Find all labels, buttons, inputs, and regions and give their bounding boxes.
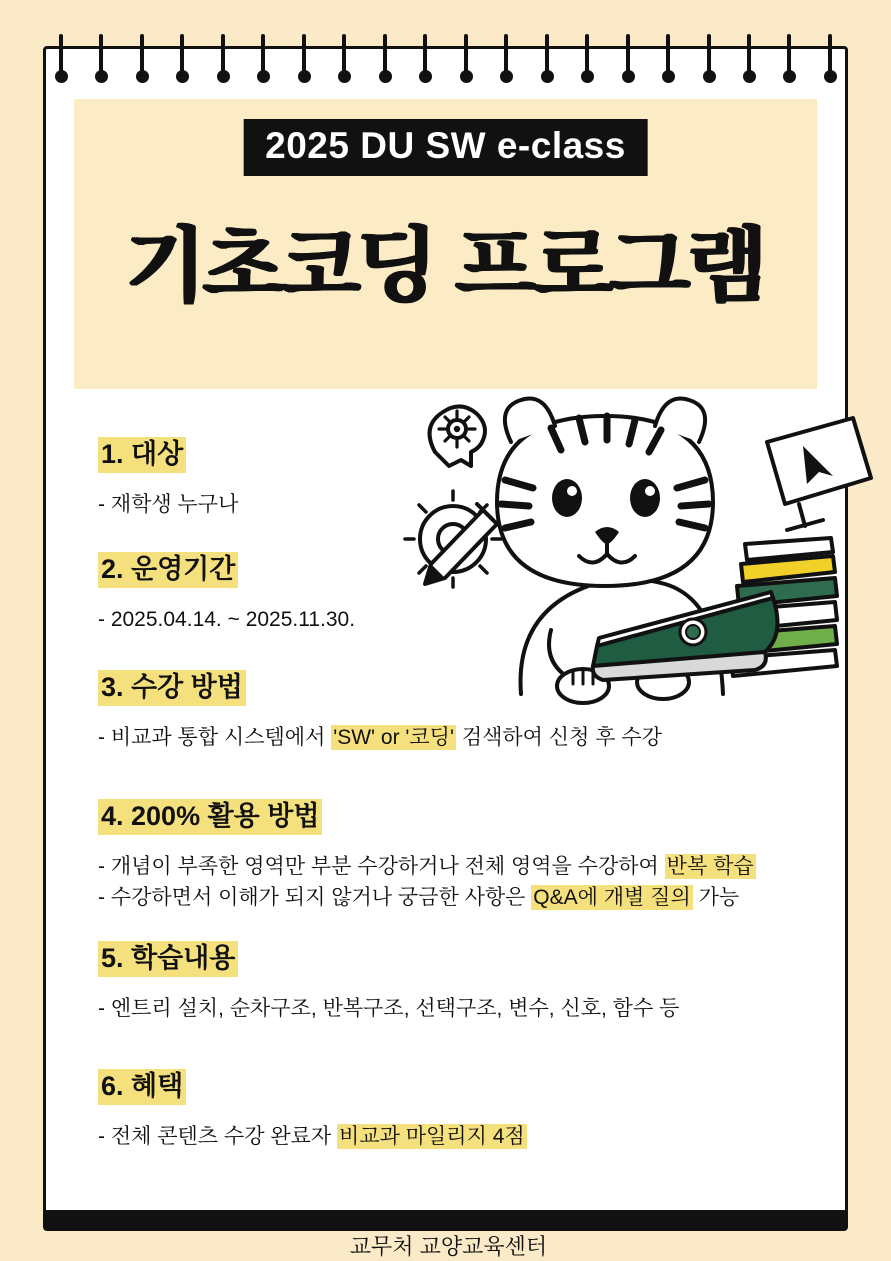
spiral-ring bbox=[665, 34, 671, 84]
section-body bbox=[98, 993, 679, 1025]
section-body-line2-text: - 수강하면서 이해가 되지 않거나 궁금한 사항은 bbox=[98, 886, 532, 910]
spiral-ring bbox=[382, 34, 388, 84]
section-body-text: - 재학생 누구나 bbox=[98, 492, 239, 516]
section-body-text: - 전체 콘텐츠 수강 완료자 bbox=[98, 1124, 338, 1148]
poster-title: 기초코딩 프로그램 bbox=[126, 221, 765, 312]
tiger-illustration bbox=[401, 394, 871, 714]
poster-footer: 교무처 교양교육센터 bbox=[349, 1234, 548, 1259]
section-body-suffix: 검색하여 신청 후 수강 bbox=[455, 725, 662, 749]
spiral-ring bbox=[544, 34, 550, 84]
head-gear-icon bbox=[430, 406, 485, 466]
spiral-binding bbox=[58, 34, 833, 88]
spiral-ring bbox=[827, 34, 833, 84]
spiral-ring bbox=[422, 34, 428, 84]
poster-kicker: 2025 DU SW e-class bbox=[243, 119, 648, 176]
spiral-ring bbox=[139, 34, 145, 84]
spiral-ring bbox=[746, 34, 752, 84]
spiral-ring bbox=[58, 34, 64, 84]
spiral-ring bbox=[584, 34, 590, 84]
section-body-highlight: 'SW' or '코딩' bbox=[333, 725, 454, 749]
spiral-ring bbox=[341, 34, 347, 84]
section-target bbox=[46, 437, 238, 520]
section-body-highlight: 비교과 마일리지 4점 bbox=[339, 1124, 525, 1148]
spiral-ring bbox=[625, 34, 631, 84]
section-usage bbox=[46, 799, 756, 914]
section-heading: 2. 운영기간 bbox=[98, 552, 238, 588]
section-heading: 4. 200% 활용 방법 bbox=[98, 799, 322, 835]
section-body bbox=[98, 489, 238, 521]
section-body-text: - 2025.04.14. ~ 2025.11.30. bbox=[98, 607, 356, 631]
spiral-ring bbox=[706, 34, 712, 84]
monitor-cursor-icon bbox=[767, 418, 871, 530]
section-curriculum bbox=[46, 941, 679, 1024]
section-body-text: - 비교과 통합 시스템에서 bbox=[98, 725, 332, 749]
spiral-ring bbox=[463, 34, 469, 84]
section-heading: 1. 대상 bbox=[98, 437, 186, 473]
spiral-ring bbox=[179, 34, 185, 84]
spiral-ring bbox=[220, 34, 226, 84]
poster-sheet bbox=[43, 46, 848, 1259]
section-benefit bbox=[46, 1069, 527, 1152]
section-body-line2-highlight: Q&A에 개별 질의 bbox=[533, 886, 691, 910]
section-heading: 6. 혜택 bbox=[98, 1069, 186, 1105]
section-body bbox=[98, 604, 355, 636]
section-body bbox=[98, 851, 756, 914]
spiral-ring bbox=[503, 34, 509, 84]
spiral-ring bbox=[260, 34, 266, 84]
spiral-ring bbox=[98, 34, 104, 84]
section-body bbox=[98, 722, 662, 754]
section-body bbox=[98, 1121, 527, 1153]
pencil-gear-icon bbox=[405, 491, 501, 587]
spiral-ring bbox=[301, 34, 307, 84]
section-body-line2-suffix: 가능 bbox=[692, 886, 740, 910]
section-heading: 3. 수강 방법 bbox=[98, 670, 246, 706]
section-body-line1-highlight: 반복 학습 bbox=[666, 854, 754, 878]
section-body-line1-text: - 개념이 부족한 영역만 부분 수강하거나 전체 영역을 수강하여 bbox=[98, 854, 665, 878]
section-body-text: - 엔트리 설치, 순차구조, 반복구조, 선택구조, 변수, 신호, 함수 등 bbox=[98, 996, 680, 1020]
spiral-ring bbox=[786, 34, 792, 84]
section-period bbox=[46, 552, 355, 635]
section-heading: 5. 학습내용 bbox=[98, 941, 238, 977]
